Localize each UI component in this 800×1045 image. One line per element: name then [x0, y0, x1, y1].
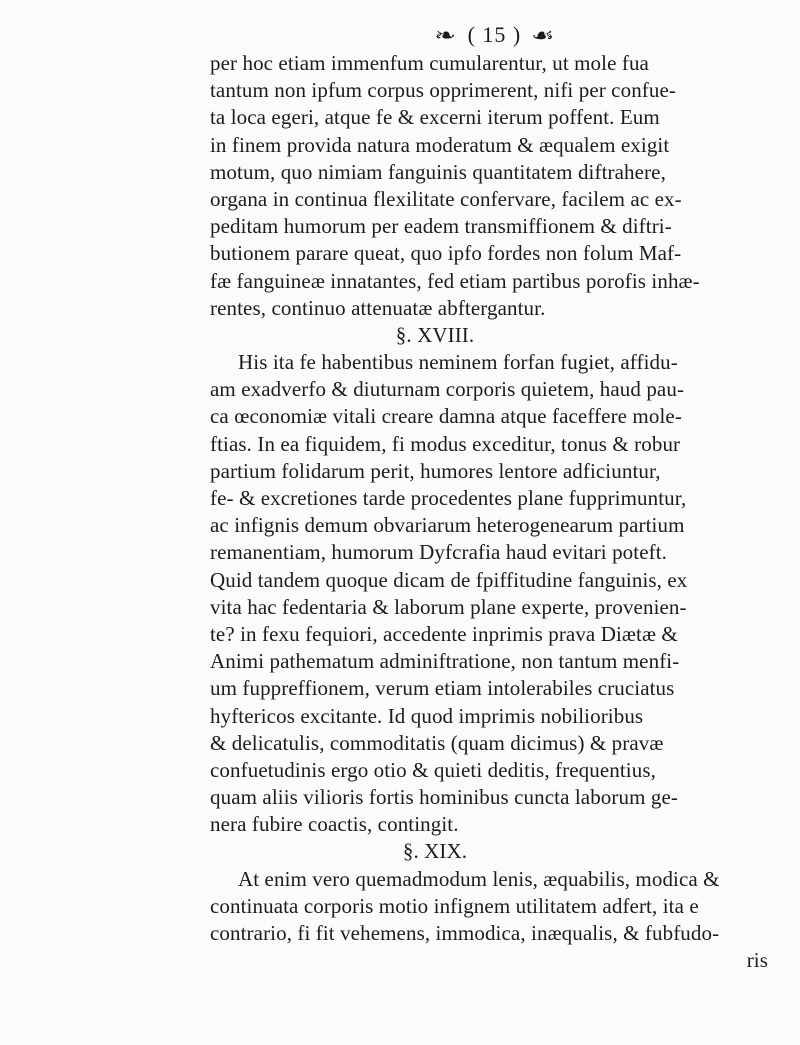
- text-line: fæ fanguineæ innatantes, fed etiam partibus porofis inhæ-: [210, 268, 700, 293]
- text-line: partium folidarum perit, humores lentore adficiuntur,: [210, 458, 661, 483]
- ornament-right-icon: ☙: [530, 25, 556, 47]
- text-line: ftias. In ea fiquidem, fi modus exceditur, tonus & robur: [210, 431, 681, 456]
- text-line: rentes, continuo attenuatæ abftergantur.: [210, 295, 546, 320]
- ornament-left-icon: ❧: [434, 25, 458, 47]
- text-line: motum, quo nimiam fanguinis quantitatem diftrahere,: [210, 159, 666, 184]
- text-line: continuata corporis motio infignem utilitatem adfert, ita e: [210, 893, 699, 918]
- text-line: remanentiam, humorum Dyfcrafia haud evitari poteft.: [210, 540, 668, 565]
- text-line: His ita fe habentibus neminem forfan fugiet, affidu-: [238, 350, 678, 375]
- text-line: te? in fexu fequiori, accedente inprimis prava Diætæ &: [210, 621, 678, 646]
- text-line: peditam humorum per eadem transmiffionem & diftri-: [210, 214, 672, 239]
- text-line: hyftericos excitante. Id quod imprimis nobilioribus: [210, 703, 644, 728]
- page-number: ( 15 ): [467, 22, 522, 47]
- text-line: contrario, fi fit vehemens, immodica, inæqualis, & fubfudo-: [210, 921, 720, 945]
- text-line: quam aliis vilioris fortis hominibus cuncta laborum ge-: [210, 785, 679, 810]
- text-line: um fuppreffionem, verum etiam intolerabiles cruciatus: [210, 676, 675, 701]
- text-line: & delicatulis, commoditatis (quam dicimus) & pravæ: [210, 730, 664, 755]
- text-line: ac infignis demum obvariarum heterogenearum partium: [210, 513, 685, 538]
- section-heading: §. XVIII.: [395, 322, 475, 347]
- catchword: ris: [746, 948, 768, 973]
- text-line: ta loca egeri, atque fe & excerni iterum poffent. Eum: [210, 105, 660, 130]
- section-heading: §. XIX.: [402, 839, 468, 864]
- text-line: nera fubire coactis, contingit.: [210, 812, 459, 837]
- text-line: am exadverfo & diuturnam corporis quietem, haud pau-: [210, 377, 685, 402]
- text-line: Animi pathematum adminiftratione, non tantum menfi-: [210, 649, 680, 674]
- text-line: vita hac fedentaria & laborum plane experte, provenien-: [210, 594, 687, 619]
- text-line: per hoc etiam immenfum cumularentur, ut mole fua: [210, 51, 649, 75]
- page-text: [210, 20, 780, 974]
- text-line: ca œconomiæ vitali creare damna atque faceffere mole-: [210, 404, 682, 429]
- text-line: butionem parare queat, quo ipfo fordes non folum Maf-: [210, 241, 682, 266]
- text-line: At enim vero quemadmodum lenis, æquabilis, modica &: [238, 866, 720, 891]
- text-line: Quid tandem quoque dicam de fpiffitudine fanguinis, ex: [210, 567, 688, 592]
- text-line: tantum non ipfum corpus opprimerent, nifi per confue-: [210, 78, 677, 103]
- text-line: in finem provida natura moderatum & æqualem exigit: [210, 132, 670, 157]
- text-line: confuetudinis ergo otio & quieti deditis, frequentius,: [210, 757, 656, 782]
- text-line: organa in continua flexilitate confervare, facilem ac ex-: [210, 186, 682, 211]
- text-line: fe- & excretiones tarde procedentes plane fupprimuntur,: [210, 486, 687, 510]
- page-header: [210, 20, 780, 50]
